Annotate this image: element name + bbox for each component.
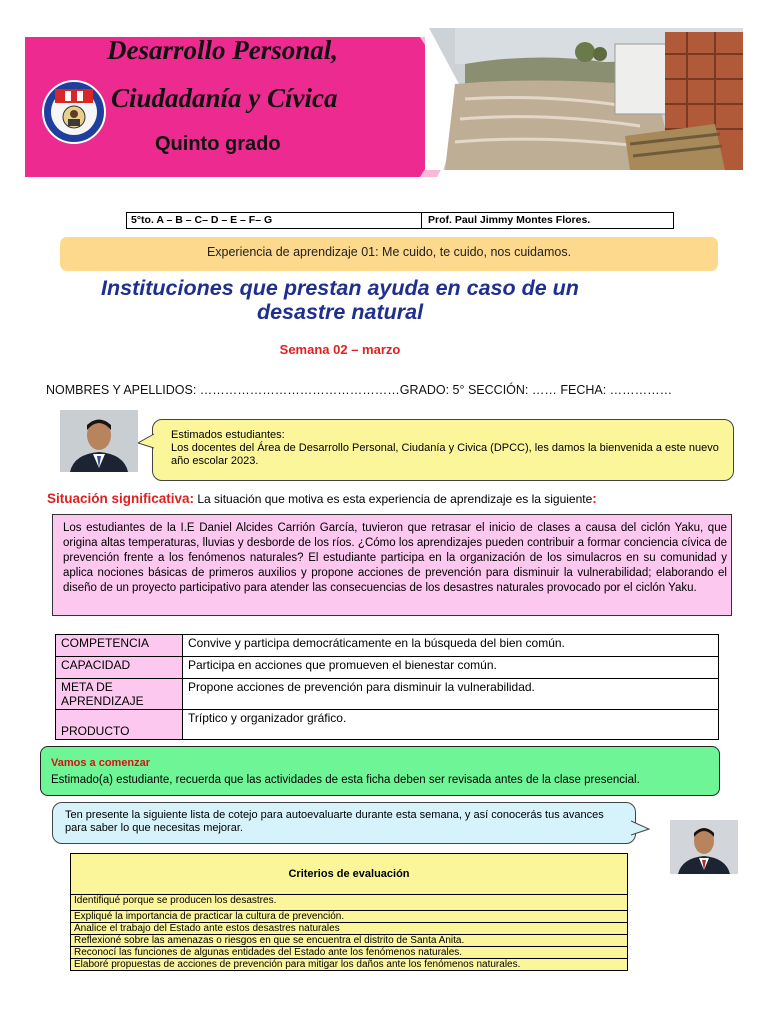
table-row — [71, 947, 628, 959]
start-title: Vamos a comenzar — [51, 757, 151, 769]
table-row — [71, 935, 628, 947]
situation-title: Situación significativa: — [47, 491, 195, 506]
situation-colon: : — [592, 491, 597, 506]
teacher-photo — [60, 410, 138, 472]
criteria-item: Reconocí las funciones de algunas entidades del Estado ante los fenómenos naturales. — [71, 947, 628, 959]
situation-heading — [47, 491, 597, 506]
goal-value: Propone acciones de prevención para disminuir la vulnerabilidad. — [183, 679, 719, 710]
criteria-table — [70, 853, 628, 971]
competency-table — [55, 634, 719, 740]
table-row — [71, 895, 628, 911]
header-banner — [25, 37, 465, 177]
week-label: Semana 02 – marzo — [279, 342, 401, 357]
criteria-item: Elaboré propuestas de acciones de prevención para mitigar los daños ante los fenómenos naturales. — [71, 959, 628, 971]
situation-box — [52, 514, 732, 616]
situation-text: Los estudiantes de la I.E Daniel Alcides Carrión García, tuvieron que retrasar el inicio de clases a causa del ciclón Yaku, que origina altas temperaturas, lluvias y desborde de los ríos. ¿Cómo los aprendizajes pueden contribuir a formar conciencia cívica de prevención frente a los fenómenos naturales? El estudiante participa en la organización de los simulacros en su comunidad y aplica nociones básicas de primeros auxilios y propone acciones de prevención para disminuir la vulnerabilidad; elaborando el diseño de un proyecto participativo para atender las consecuencias de los desastres naturales provocado por el ciclón Yaku. — [63, 522, 727, 594]
criteria-header: Criterios de evaluación — [71, 854, 628, 895]
table-row — [71, 911, 628, 923]
welcome-greeting: Estimados estudiantes: — [171, 429, 285, 441]
page-title-line2: desastre natural — [256, 300, 424, 324]
bubble-pointer — [631, 819, 651, 837]
table-row — [56, 635, 719, 657]
criteria-item: Expliqué la importancia de practicar la cultura de prevención. — [71, 911, 628, 923]
page-title-line1: Instituciones que prestan ayuda en caso de un — [101, 276, 579, 300]
banner-grade: Quinto grado — [155, 133, 281, 155]
banner-title-line1: Desarrollo Personal, — [107, 35, 339, 65]
experience-banner: Experiencia de aprendizaje 01: Me cuido, te cuido, nos cuidamos. — [60, 237, 718, 271]
table-row — [56, 710, 719, 740]
checklist-bubble — [52, 802, 636, 844]
product-value: Tríptico y organizador gráfico. — [183, 710, 719, 740]
bubble-pointer — [138, 432, 156, 450]
teacher-cell: Prof. Paul Jimmy Montes Flores. — [428, 214, 591, 226]
table-row — [56, 679, 719, 710]
header-photo — [425, 24, 743, 170]
competency-value: Convive y participa democráticamente en la búsqueda del bien común. — [183, 635, 719, 657]
teacher-photo — [670, 820, 738, 874]
student-info-line: NOMBRES Y APELLIDOS: …………………………………………GRADO: 5° SECCIÓN: …… FECHA: …………… — [46, 383, 673, 397]
welcome-message: Los docentes del Área de Desarrollo Personal, Ciudanía y Civica (DPCC), les damos la bienvenida a este nuevo año escolar 2023. — [171, 442, 719, 467]
start-box — [40, 746, 720, 796]
product-label: PRODUCTO — [56, 710, 183, 740]
page-title — [40, 276, 640, 324]
table-row — [56, 657, 719, 679]
criteria-item: Reflexioné sobre las amenazas o riesgos en que se encuentra el distrito de Santa Anita. — [71, 935, 628, 947]
welcome-bubble — [152, 419, 734, 481]
capacity-value: Participa en acciones que promueven el bienestar común. — [183, 657, 719, 679]
banner-title-line2: Ciudadanía y Cívica — [111, 83, 338, 113]
situation-intro: La situación que motiva es esta experiencia de aprendizaje es la siguiente — [194, 492, 593, 506]
goal-label: META DE APRENDIZAJE — [56, 679, 183, 710]
table-row — [71, 923, 628, 935]
criteria-item: Analice el trabajo del Estado ante estos desastres naturales — [71, 923, 628, 935]
sections-cell: 5°to. A – B – C– D – E – F– G — [127, 213, 422, 228]
class-info-row — [126, 212, 674, 229]
table-header-row — [71, 854, 628, 895]
checklist-note: Ten presente la siguiente lista de cotejo para autoevaluarte durante esta semana, y así conocerás tus avances para saber lo que necesitas mejorar. — [65, 809, 604, 834]
criteria-item: Identifiqué porque se producen los desastres. — [71, 895, 628, 911]
competency-label: COMPETENCIA — [56, 635, 183, 657]
start-text: Estimado(a) estudiante, recuerda que las actividades de esta ficha deben ser revisada antes de la clase presencial. — [51, 774, 640, 786]
school-crest-icon — [41, 79, 107, 145]
capacity-label: CAPACIDAD — [56, 657, 183, 679]
table-row — [71, 959, 628, 971]
